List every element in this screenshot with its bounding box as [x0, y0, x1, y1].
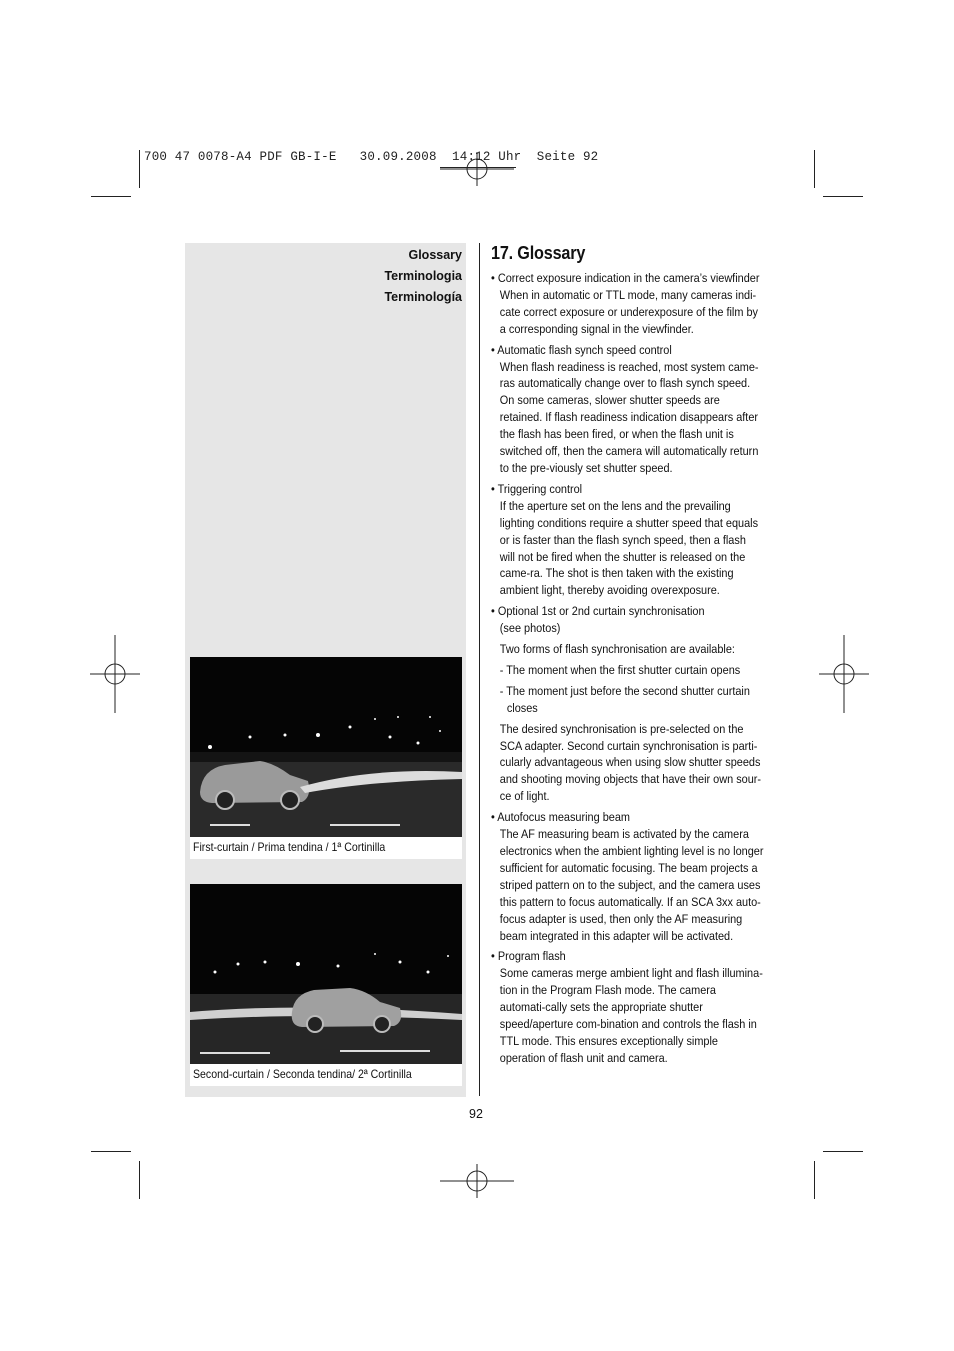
crop-mark [823, 196, 863, 197]
crop-mark [139, 150, 140, 188]
glossary-entries [491, 270, 764, 1067]
entry-body: The AF measuring beam is activated by the camera electronics when the ambient lighting level is no longer sufficient for automatic focusing. The beam projects a striped pattern on to the subject, and the camera uses this pattern to focus automatically. If an SCA 3xx auto-focus adapter is used, then only the AF measuring beam integrated in this adapter will be activated. [499, 827, 764, 943]
crop-mark [814, 150, 815, 188]
crop-mark [823, 1151, 863, 1152]
crop-mark [139, 1161, 140, 1199]
entry-body: When in automatic or TTL mode, many cameras indi-cate correct exposure or underexposure of the film by a corresponding signal in the viewfinder. [499, 287, 758, 336]
crop-mark [91, 196, 131, 197]
dash-item-text: - The moment when the first shutter curtain opens [499, 662, 741, 677]
dash-item [491, 683, 764, 717]
dash-item [491, 662, 764, 679]
glossary-entry [491, 342, 764, 477]
term-english: Glossary [408, 248, 462, 262]
term-italian: Terminologia [384, 269, 462, 283]
sidebar [185, 243, 466, 1097]
glossary-main [491, 243, 781, 1071]
entry-heading: • Automatic flash synch speed control [491, 342, 672, 357]
entry-heading: • Optional 1st or 2nd curtain synchronisation [491, 604, 705, 619]
entry-heading: • Autofocus measuring beam [491, 810, 630, 825]
sidebar-terms [384, 245, 462, 308]
photo-second-curtain [190, 884, 462, 1064]
entry-body: When flash readiness is reached, most system came-ras automatically change over to flash synch speed. On some cameras, slower shutter speeds are retained. If flash readiness indication disappears after the flash has been fired, or when the flash unit is switched off, then the camera will automatically return to the pre-viously set shutter speed. [499, 359, 759, 475]
term-spanish: Terminología [384, 290, 462, 304]
registration-mark-icon [76, 635, 154, 713]
photo-caption-first: First-curtain / Prima tendina / 1ª Cortinilla [193, 840, 386, 854]
registration-mark-icon [438, 130, 516, 208]
photo-first-curtain [190, 657, 462, 837]
page-title: 17. Glossary [491, 243, 586, 263]
glossary-entry [491, 481, 764, 599]
entry-heading: • Program flash [491, 949, 566, 964]
entry-body: If the aperture set on the lens and the prevailing lighting conditions require a shutter speed that equals or is faster than the flash synch speed, then a flash will not be fired when the shutter is released on the came-ra. The shot is then taken with the existing ambient light, thereby avoiding overexposure. [499, 498, 759, 598]
glossary-entry [491, 809, 764, 944]
entry-paragraph: Two forms of flash synchronisation are available: [499, 642, 735, 657]
registration-mark-icon [805, 635, 883, 713]
dash-item-text: - The moment just before the second shutter curtain closes [499, 683, 750, 715]
print-header: 700 47 0078-A4 PDF GB-I-E 30.09.2008 14:12 Uhr Seite 92 [144, 150, 599, 164]
registration-mark-icon [438, 1142, 516, 1220]
glossary-entry [491, 603, 764, 805]
photo-caption-second: Second-curtain / Seconda tendina/ 2ª Cortinilla [193, 1067, 412, 1081]
crop-mark [91, 1151, 131, 1152]
caption-box [190, 837, 462, 859]
entry-paragraph: The desired synchronisation is pre-selected on the SCA adapter. Second curtain synchronisation is parti-cularly advantageous when using slow shutter speeds and shooting moving objects that have their own sour-ce of light. [499, 721, 762, 804]
entry-heading: • Correct exposure indication in the camera’s viewfinder [491, 271, 760, 285]
entry-body: Some cameras merge ambient light and flash illumina-tion in the Program Flash mode. The camera automati-cally sets the appropriate shutter speed/aperture com-bination and controls the flash in TTL mode. This ensures exceptionally simple operation of flash unit and camera. [499, 966, 763, 1065]
entry-heading: • Triggering control [491, 481, 583, 496]
crop-mark [814, 1161, 815, 1199]
column-divider [479, 243, 480, 1096]
page-number: 92 [469, 1107, 483, 1121]
caption-box [190, 1064, 462, 1086]
entry-body: (see photos) [499, 621, 561, 636]
glossary-entry [491, 270, 764, 338]
glossary-entry [491, 948, 764, 1066]
